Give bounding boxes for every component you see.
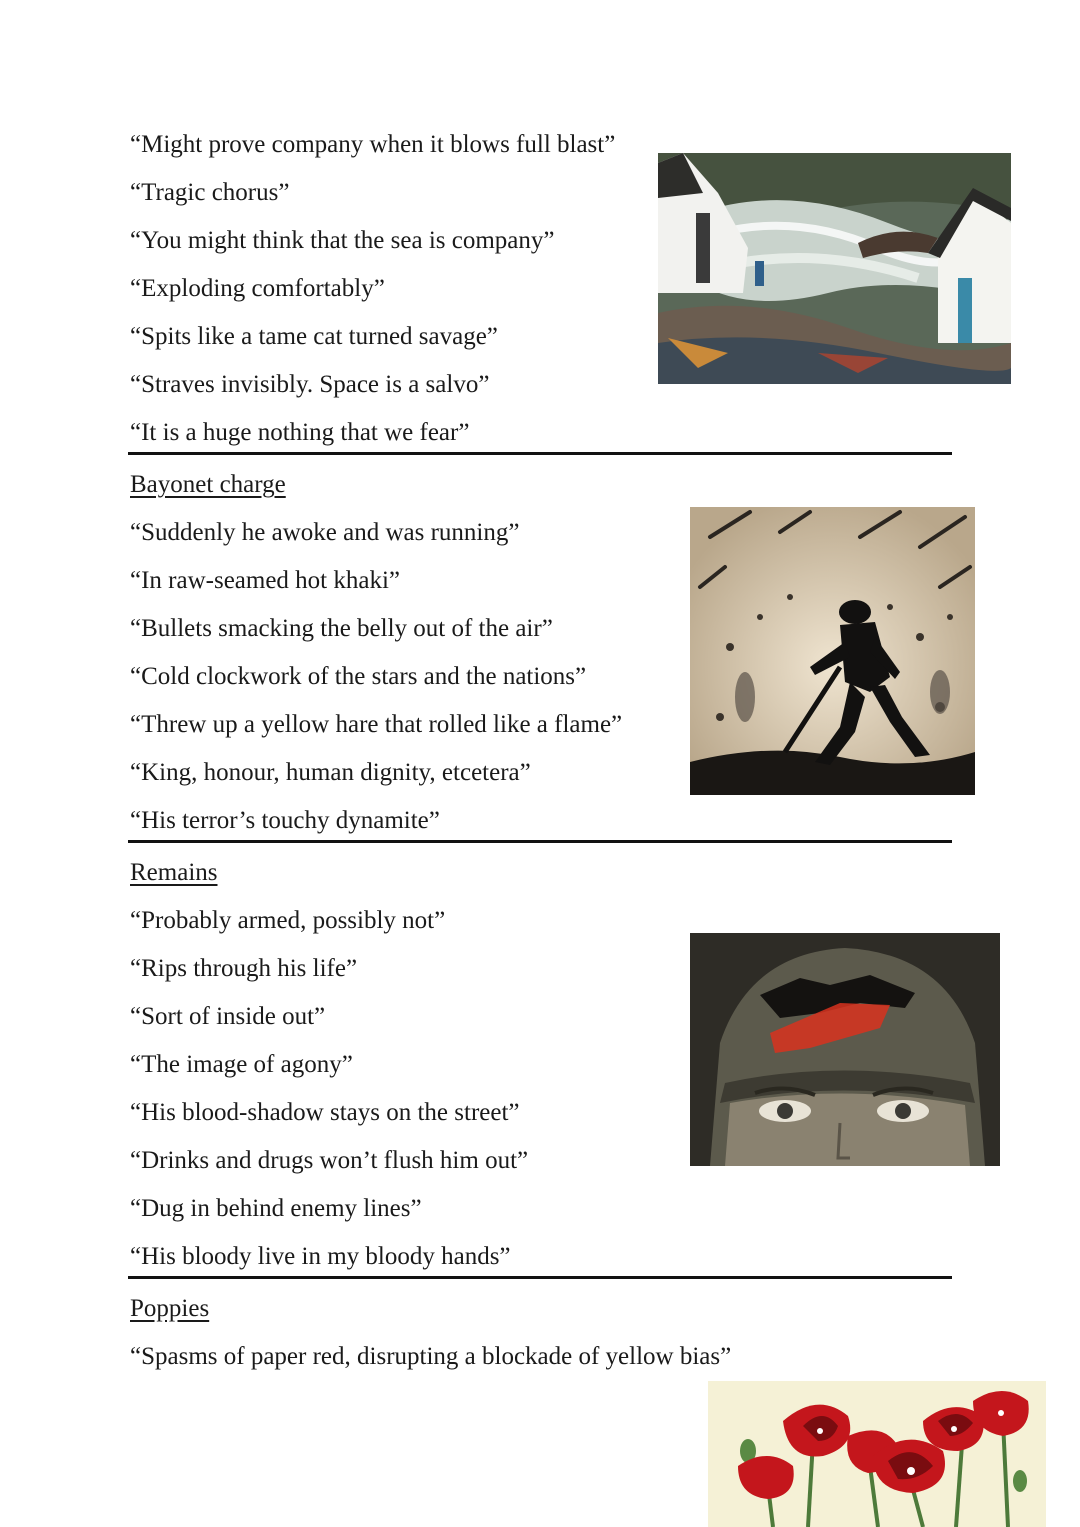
quote: “Rips through his life” — [130, 955, 358, 982]
quote: “You might think that the sea is company” — [130, 227, 555, 254]
quote: “The image of agony” — [130, 1051, 353, 1078]
quote: “Probably armed, possibly not” — [130, 907, 446, 934]
section-divider — [128, 840, 952, 843]
section-heading-remains: Remains — [130, 859, 218, 886]
quote: “Dug in behind enemy lines” — [130, 1195, 422, 1222]
soldier-helmet-eyes-icon — [690, 933, 1000, 1166]
section-divider — [128, 452, 952, 455]
quote: “In raw-seamed hot khaki” — [130, 567, 401, 594]
quote: “His terror’s touchy dynamite” — [130, 807, 440, 834]
quote: “Might prove company when it blows full blast” — [130, 131, 616, 158]
charging-soldier-silhouette-icon — [690, 507, 975, 795]
quote: “His bloody live in my bloody hands” — [130, 1243, 511, 1270]
quote: “Cold clockwork of the stars and the nations” — [130, 663, 587, 690]
quote: “It is a huge nothing that we fear” — [130, 419, 470, 446]
quote: “Straves invisibly. Space is a salvo” — [130, 371, 490, 398]
quote: “Spasms of paper red, disrupting a blockade of yellow bias” — [130, 1343, 732, 1370]
red-poppies-icon — [708, 1381, 1046, 1527]
quote: “Exploding comfortably” — [130, 275, 385, 302]
quote: “King, honour, human dignity, etcetera” — [130, 759, 531, 786]
quote: “Tragic chorus” — [130, 179, 290, 206]
stormy-sea-painting-icon — [658, 153, 1011, 384]
section-heading-poppies: Poppies — [130, 1295, 210, 1322]
quote: “Drinks and drugs won’t flush him out” — [130, 1147, 529, 1174]
section-heading-bayonet-charge: Bayonet charge — [130, 471, 286, 498]
quote: “Bullets smacking the belly out of the air” — [130, 615, 553, 642]
quote: “Sort of inside out” — [130, 1003, 326, 1030]
section-divider — [128, 1276, 952, 1279]
quote: “Suddenly he awoke and was running” — [130, 519, 520, 546]
quote: “Spits like a tame cat turned savage” — [130, 323, 498, 350]
quote: “His blood-shadow stays on the street” — [130, 1099, 520, 1126]
quote: “Threw up a yellow hare that rolled like a flame” — [130, 711, 623, 738]
